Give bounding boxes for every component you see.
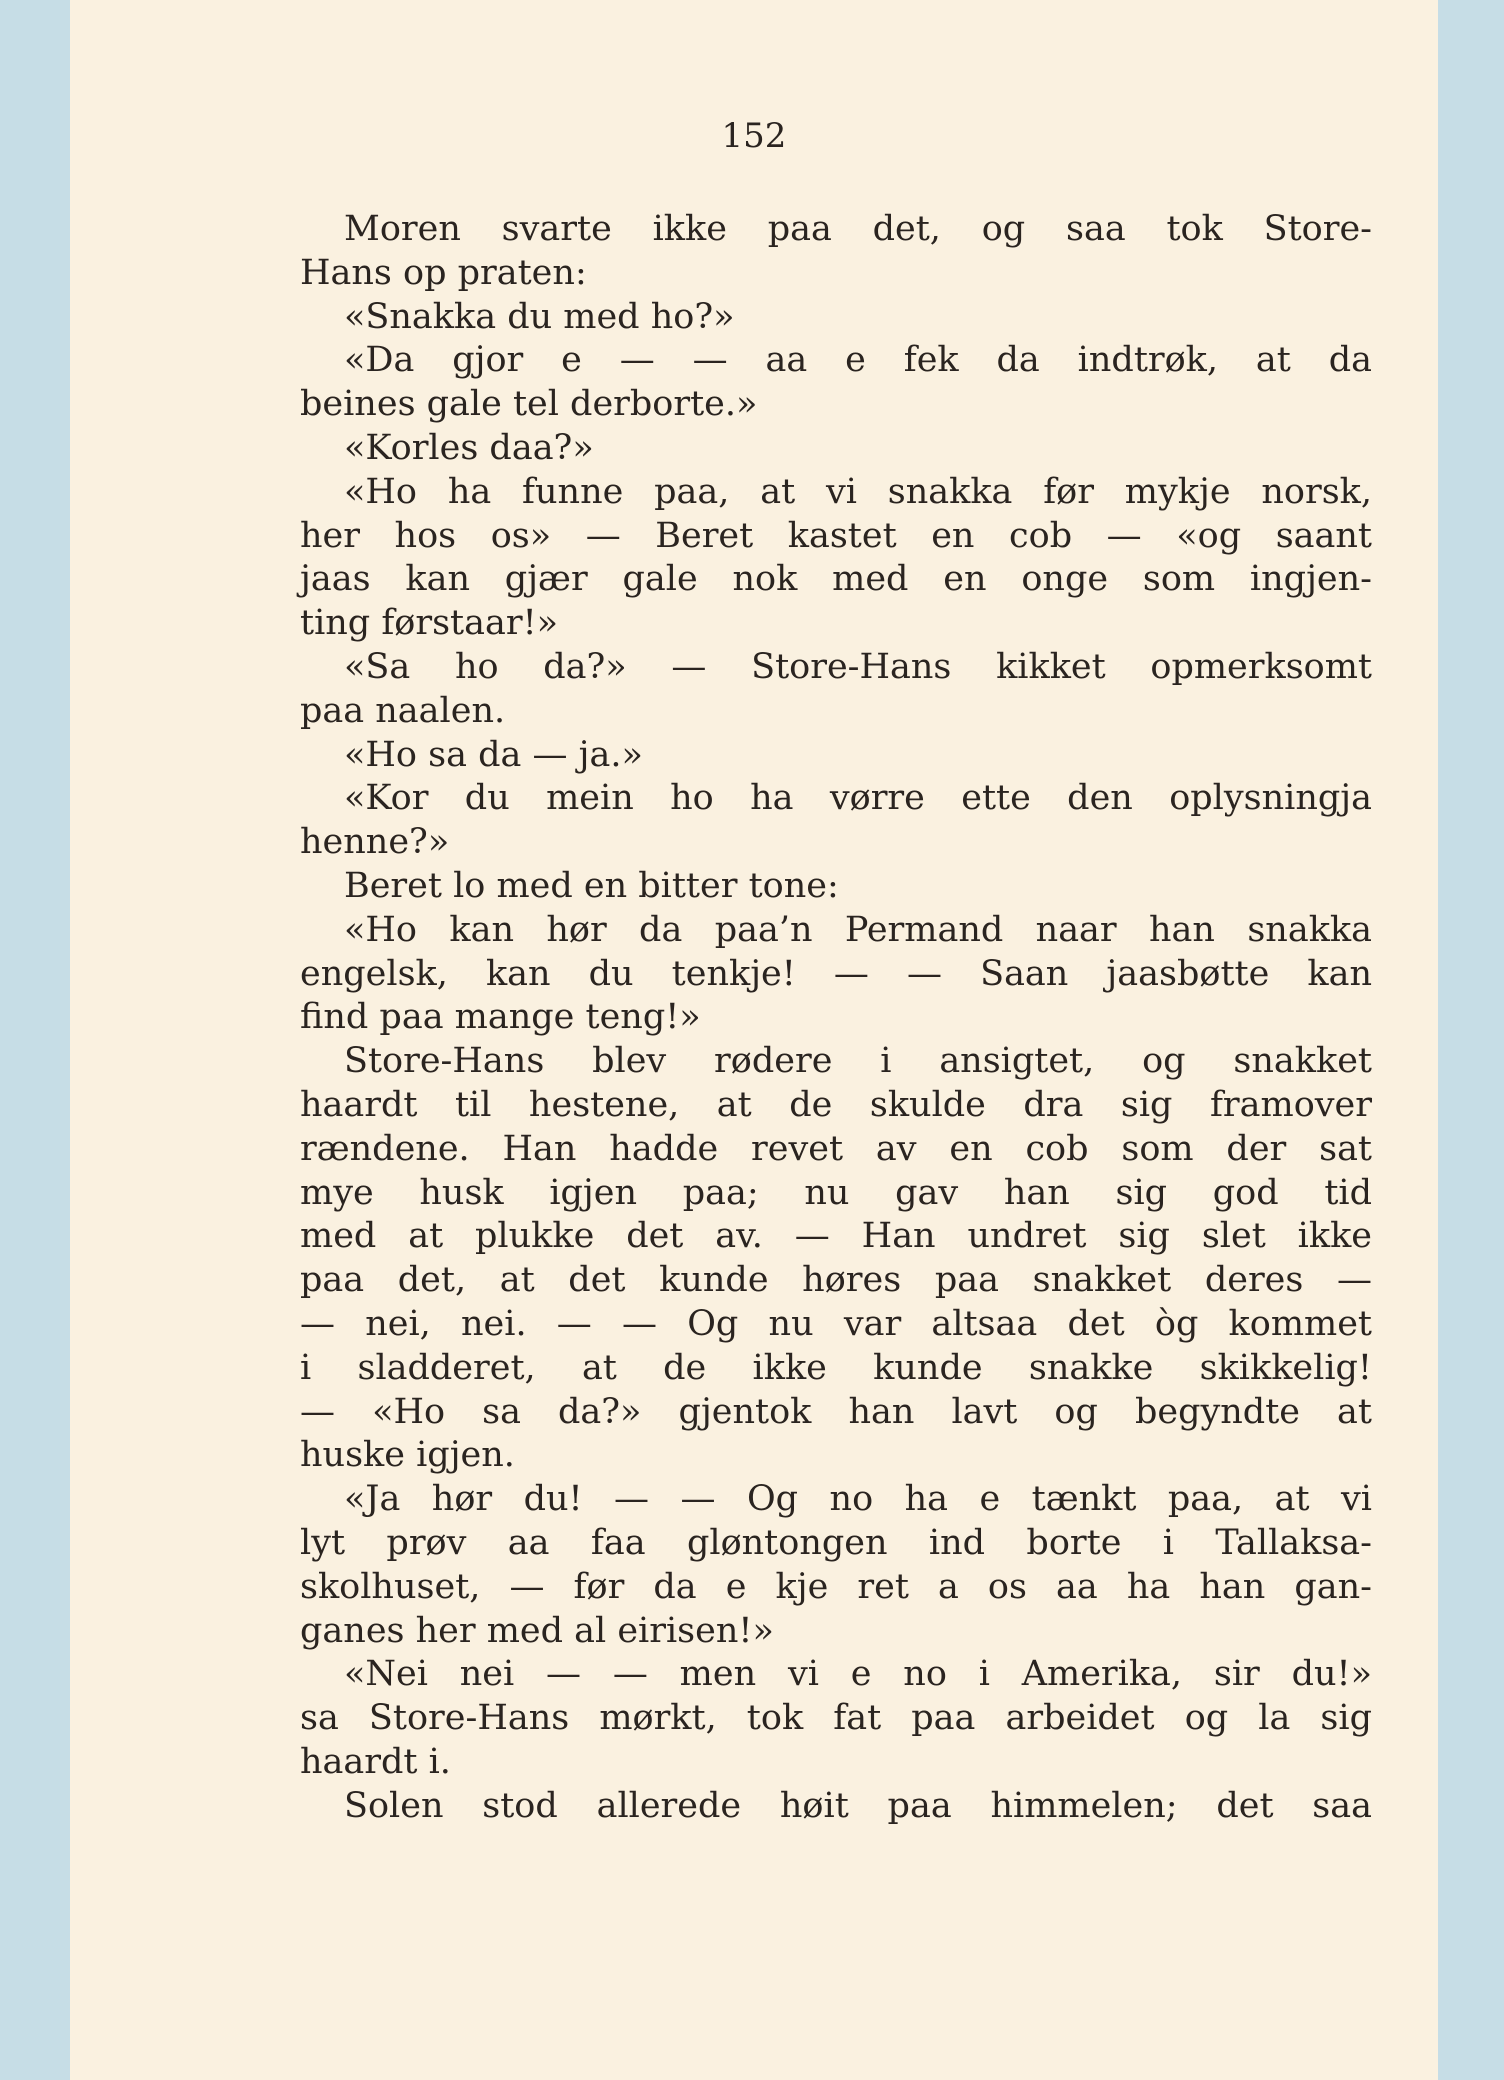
- text-line: «Kor du mein ho ha vørre ette den oplysningja: [344, 778, 1372, 819]
- text-line: «Ho sa da — ja.»: [344, 734, 643, 775]
- text-line: mye husk igjen paa; nu gav han sig god tid: [300, 1172, 1372, 1213]
- text-line: i sladderet, at de ikke kunde snakke skikkelig!: [300, 1347, 1372, 1388]
- text-line: sa Store-Hans mørkt, tok fat paa arbeidet og la sig: [300, 1698, 1372, 1739]
- text-line: Solen stod allerede høit paa himmelen; det saa: [344, 1785, 1372, 1826]
- text-line: henne?»: [300, 822, 450, 863]
- text-line: Hans op praten:: [300, 252, 587, 293]
- text-line: skolhuset, — før da e kje ret a os aa ha han gan-: [300, 1566, 1372, 1607]
- text-line: «Korles daa?»: [344, 427, 594, 468]
- text-line: «Ho kan hør da paa’n Permand naar han snakka: [344, 909, 1372, 950]
- text-line: jaas kan gjær gale nok med en onge som ingjen-: [300, 559, 1372, 600]
- text-line: Store-Hans blev rødere i ansigtet, og snakket: [344, 1041, 1372, 1082]
- text-line: engelsk, kan du tenkje! — — Saan jaasbøtte kan: [300, 953, 1372, 994]
- text-line: Moren svarte ikke paa det, og saa tok Store-: [344, 209, 1372, 249]
- text-line: haardt i.: [300, 1741, 451, 1782]
- text-line: — nei, nei. — — Og nu var altsaa det òg kommet: [300, 1303, 1372, 1344]
- body-text: [300, 208, 1372, 1828]
- page-number: 152: [721, 116, 787, 156]
- text-line: «Snakka du med ho?»: [344, 296, 735, 337]
- text-line: beines gale tel derborte.»: [300, 384, 758, 425]
- text-line: «Sa ho da?» — Store-Hans kikket opmerksomt: [344, 646, 1372, 687]
- text-line: «Da gjor e — — aa e fek da indtrøk, at da: [344, 340, 1372, 381]
- text-line: rændene. Han hadde revet av en cob som der sat: [300, 1128, 1372, 1169]
- text-line: «Ho ha funne paa, at vi snakka før mykje norsk,: [344, 471, 1372, 512]
- text-line: Beret lo med en bitter tone:: [344, 865, 839, 906]
- book-page: [70, 0, 1438, 2080]
- text-line: find paa mange teng!»: [300, 997, 701, 1038]
- text-line: her hos os» — Beret kastet en cob — «og saant: [300, 515, 1372, 556]
- text-line: med at plukke det av. — Han undret sig slet ikke: [300, 1216, 1372, 1257]
- text-line: «Nei nei — — men vi e no i Amerika, sir du!»: [344, 1654, 1372, 1695]
- text-line: ting førstaar!»: [300, 603, 559, 644]
- text-line: huske igjen.: [300, 1435, 515, 1476]
- text-line: lyt prøv aa faa gløntongen ind borte i Tallaksa-: [300, 1522, 1372, 1563]
- text-line: haardt til hestene, at de skulde dra sig framover: [300, 1084, 1372, 1125]
- text-line: paa naalen.: [300, 690, 506, 731]
- text-line: — «Ho sa da?» gjentok han lavt og begyndte at: [300, 1391, 1372, 1432]
- text-line: paa det, at det kunde høres paa snakket deres —: [300, 1260, 1372, 1301]
- text-line: ganes her med al eirisen!»: [300, 1610, 774, 1651]
- text-line: «Ja hør du! — — Og no ha e tænkt paa, at vi: [344, 1479, 1372, 1520]
